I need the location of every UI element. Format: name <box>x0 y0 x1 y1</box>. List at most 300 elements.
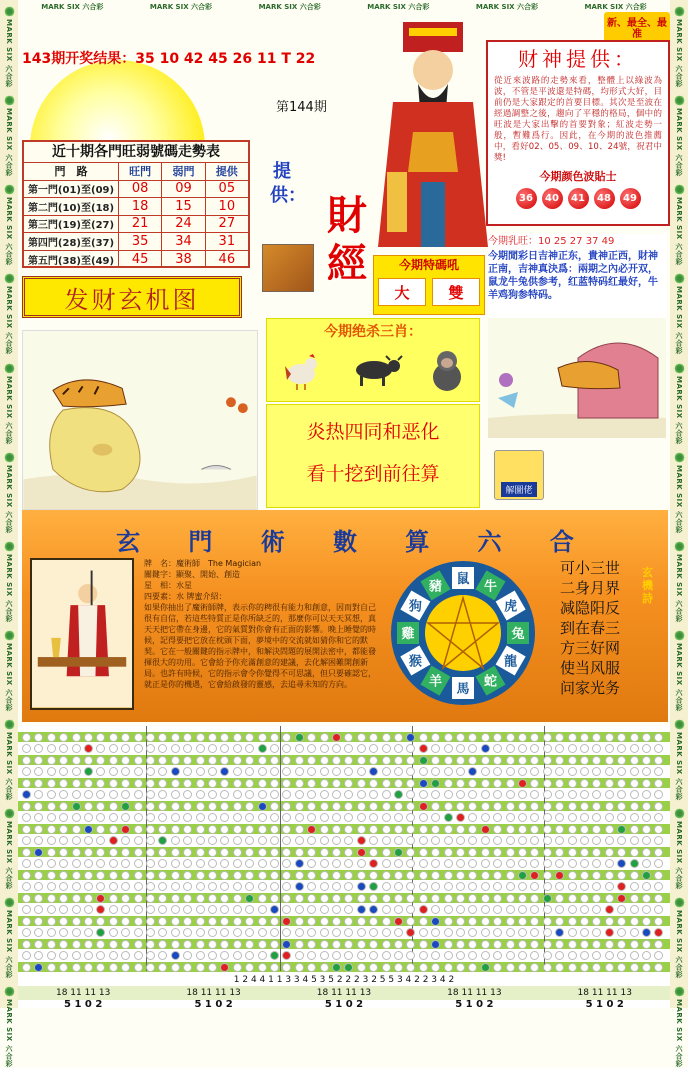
trend-table-row <box>24 198 248 216</box>
grid-dot <box>295 940 304 949</box>
brand-text: MARK SIX 六合彩 <box>5 732 13 801</box>
grid-dot <box>506 951 515 960</box>
grid-dot <box>419 871 428 880</box>
grid-dot <box>555 917 564 926</box>
brand-text: MARK SIX 六合彩 <box>675 19 683 88</box>
footer-cell: 18 11 11 13 <box>447 988 502 998</box>
grid-dot <box>171 790 180 799</box>
grid-dot <box>493 756 502 765</box>
grid-dot <box>555 802 564 811</box>
grid-dot <box>630 767 639 776</box>
brand-text: MARK SIX 六合彩 <box>367 3 430 11</box>
grid-dot <box>109 917 118 926</box>
footer-cell: 5 1 0 2 <box>585 998 624 1010</box>
grid-dot <box>468 848 477 857</box>
grid-dot <box>22 848 31 857</box>
grid-dot <box>506 779 515 788</box>
grid-dot <box>419 928 428 937</box>
grid-dot <box>642 928 651 937</box>
solve-button[interactable] <box>494 450 544 500</box>
clover-icon <box>674 363 685 374</box>
trend-value-cell: 10 <box>218 198 236 214</box>
brand-text: MARK SIX 六合彩 <box>5 286 13 355</box>
grid-dot <box>307 871 316 880</box>
grid-dot <box>47 790 56 799</box>
grid-dot <box>568 963 577 972</box>
grid-dot <box>134 802 143 811</box>
grid-dot <box>605 917 614 926</box>
grid-dot <box>444 894 453 903</box>
grid-dot <box>134 917 143 926</box>
grid-dot <box>357 905 366 914</box>
grid-dot <box>258 905 267 914</box>
grid-dot <box>344 940 353 949</box>
grid-dot <box>270 767 279 776</box>
grid-dot <box>146 871 155 880</box>
grid-dot <box>555 894 564 903</box>
grid-dot <box>146 928 155 937</box>
grid-dot <box>530 963 539 972</box>
grid-dot <box>530 917 539 926</box>
grid-dot <box>84 871 93 880</box>
grid-dot <box>233 963 242 972</box>
header-cell: 弱門 <box>162 163 205 180</box>
grid-dot <box>270 951 279 960</box>
grid-dot <box>270 963 279 972</box>
grid-dot <box>34 756 43 765</box>
grid-dot <box>258 836 267 845</box>
grid-dot <box>320 859 329 868</box>
grid-dot <box>555 940 564 949</box>
grid-dot <box>134 882 143 891</box>
grid-dot <box>468 917 477 926</box>
grid-dot <box>183 963 192 972</box>
grid-dot <box>245 940 254 949</box>
grid-dot <box>357 733 366 742</box>
grid-dot <box>481 825 490 834</box>
grid-dot <box>245 779 254 788</box>
grid-dot <box>543 917 552 926</box>
grid-dot <box>468 871 477 880</box>
grid-dot <box>96 825 105 834</box>
grid-dot <box>59 963 68 972</box>
grid-dot <box>158 756 167 765</box>
grid-dot <box>481 940 490 949</box>
banner-title-char: 六 <box>477 527 502 556</box>
grid-dot <box>220 894 229 903</box>
grid-dot <box>654 825 663 834</box>
grid-dot <box>468 825 477 834</box>
grid-dot <box>320 767 329 776</box>
grid-dot <box>233 779 242 788</box>
grid-dot <box>22 905 31 914</box>
grid-dot <box>382 813 391 822</box>
brand-mark <box>4 719 15 800</box>
brand-text: MARK SIX 六合彩 <box>5 19 13 88</box>
grid-dot <box>642 836 651 845</box>
grid-dot <box>568 882 577 891</box>
grid-dot <box>382 802 391 811</box>
grid-dot <box>171 836 180 845</box>
grid-dot <box>369 963 378 972</box>
grid-dot <box>96 871 105 880</box>
brand-text: MARK SIX 六合彩 <box>675 999 683 1068</box>
grid-dot <box>171 813 180 822</box>
grid-dot <box>580 882 589 891</box>
grid-dot <box>134 733 143 742</box>
grid-dot <box>158 848 167 857</box>
grid-dot <box>642 940 651 949</box>
grid-dot <box>481 905 490 914</box>
grid-dot <box>270 733 279 742</box>
grid-dot <box>592 871 601 880</box>
grid-dot <box>382 756 391 765</box>
brand-text: MARK SIX 六合彩 <box>5 464 13 533</box>
grid-dot <box>121 802 130 811</box>
grid-dot <box>394 779 403 788</box>
grid-dot <box>630 848 639 857</box>
grid-dot <box>481 779 490 788</box>
grid-dot <box>220 917 229 926</box>
grid-dot <box>617 848 626 857</box>
grid-dot <box>258 733 267 742</box>
grid-dot <box>394 905 403 914</box>
brand-text: MARK SIX 六合彩 <box>675 375 683 444</box>
brand-text: MARK SIX 六合彩 <box>584 3 647 11</box>
grid-dot <box>456 905 465 914</box>
grid-dot <box>171 859 180 868</box>
grid-dot <box>506 756 515 765</box>
grid-dot <box>220 779 229 788</box>
grid-dot <box>307 963 316 972</box>
grid-dot <box>518 802 527 811</box>
grid-dot <box>605 951 614 960</box>
brand-mark <box>674 95 685 176</box>
banner-title <box>22 522 668 557</box>
grid-dot <box>506 963 515 972</box>
grid-dot <box>357 813 366 822</box>
grid-dot <box>344 802 353 811</box>
brand-text: MARK SIX 六合彩 <box>675 910 683 979</box>
grid-dot <box>22 733 31 742</box>
grid-dot <box>630 928 639 937</box>
grid-dot <box>642 790 651 799</box>
grid-dot <box>444 790 453 799</box>
grid-dot <box>196 882 205 891</box>
brand-text: MARK SIX 六合彩 <box>5 910 13 979</box>
grid-dot <box>630 744 639 753</box>
brand-mark <box>674 184 685 265</box>
brand-mark <box>4 808 15 889</box>
grid-dot <box>47 894 56 903</box>
grid-dot <box>605 836 614 845</box>
grid-dot <box>357 790 366 799</box>
grid-dot <box>233 859 242 868</box>
grid-dot <box>406 733 415 742</box>
grid-dot <box>109 744 118 753</box>
grid-dot <box>568 871 577 880</box>
grid-dot <box>171 940 180 949</box>
grid-dot <box>394 894 403 903</box>
grid-dot <box>47 882 56 891</box>
color-ball: 41 <box>568 188 589 209</box>
grid-dot <box>320 802 329 811</box>
grid-dot <box>605 905 614 914</box>
grid-dot <box>605 882 614 891</box>
trend-value-cell: 35 <box>119 233 162 250</box>
grid-dot <box>506 813 515 822</box>
grid-dot <box>270 905 279 914</box>
grid-dot <box>369 756 378 765</box>
grid-dot <box>493 802 502 811</box>
brand-mark <box>674 363 685 444</box>
grid-dot <box>444 951 453 960</box>
grid-dot <box>295 779 304 788</box>
grid-dot <box>382 894 391 903</box>
grid-dot <box>34 802 43 811</box>
notice-body: 從近來波路的走勢來看，整體上以綠波為波，不管是平波還是特碼，均形式大好，目前仍是大家跟定的首要目標。其次是至波在經過調整之後，趨向了平穩的格局，個中的旺波是大家出擊的首要對象；紅波走勢一般，暫難爲行。因此，在今期的波色推薦中，看好02、05、09、10、24號，祝君中獎! <box>494 76 662 163</box>
grid-dot <box>96 802 105 811</box>
grid-dot <box>456 733 465 742</box>
grid-dot <box>320 744 329 753</box>
grid-dot <box>406 917 415 926</box>
clover-icon <box>4 184 15 195</box>
grid-dot <box>642 859 651 868</box>
grid-dot <box>506 917 515 926</box>
tiger-mouse-scene <box>488 318 666 438</box>
clover-icon <box>4 273 15 284</box>
grid-dot <box>233 894 242 903</box>
zodiac-label: 龍 <box>504 654 518 670</box>
grid-dot <box>196 744 205 753</box>
grid-dot <box>568 848 577 857</box>
brand-mark <box>674 541 685 622</box>
grid-dot <box>171 951 180 960</box>
grid-dot <box>456 871 465 880</box>
grid-dot <box>456 917 465 926</box>
grid-dot <box>468 733 477 742</box>
grid-dot <box>47 859 56 868</box>
footer-row-b <box>18 1000 670 1008</box>
zodiac-label: 豬 <box>428 579 443 595</box>
grid-dot <box>580 813 589 822</box>
grid-dot <box>357 859 366 868</box>
grid-dot <box>59 825 68 834</box>
grid-dot <box>357 779 366 788</box>
provide-label: 提供： <box>270 161 306 206</box>
grid-dot <box>419 744 428 753</box>
grid-dot <box>134 871 143 880</box>
grid-dot <box>84 928 93 937</box>
grid-dot <box>171 905 180 914</box>
grid-dot <box>332 871 341 880</box>
grid-dot <box>84 882 93 891</box>
trend-value-cell: 05 <box>218 181 236 197</box>
trend-table-row <box>24 181 248 199</box>
grid-dot <box>382 917 391 926</box>
grid-dot <box>518 813 527 822</box>
grid-dot <box>307 825 316 834</box>
grid-dot <box>59 940 68 949</box>
grid-dot <box>233 813 242 822</box>
grid-dot <box>295 767 304 776</box>
grid-dot <box>605 790 614 799</box>
grid-dot <box>568 951 577 960</box>
digit-row: 1 2 4 4 1 1 3 3 4 5 3 5 2 2 2 3 2 5 5 3 4 2 2 3 4 2 <box>233 975 455 985</box>
banner-title-char: 合 <box>549 527 574 556</box>
grid-dot <box>72 744 81 753</box>
grid-dot <box>332 928 341 937</box>
trend-value-cell: 27 <box>218 216 236 232</box>
slogan-line-1: 炎热四同和恶化 <box>306 421 440 443</box>
grid-dot <box>605 825 614 834</box>
grid-dot <box>171 848 180 857</box>
grid-dot <box>320 928 329 937</box>
grid-dot <box>258 825 267 834</box>
grid-dot <box>72 871 81 880</box>
grid-dot <box>642 963 651 972</box>
grid-dot <box>468 779 477 788</box>
grid-dot <box>580 733 589 742</box>
grid-dot <box>84 767 93 776</box>
grid-dot <box>617 756 626 765</box>
grid-dot <box>394 802 403 811</box>
grid-dot <box>196 928 205 937</box>
trend-value-cell: 09 <box>162 181 205 198</box>
grid-dot <box>72 928 81 937</box>
grid-dot <box>320 813 329 822</box>
grid-dot <box>406 756 415 765</box>
grid-dot <box>506 940 515 949</box>
grid-dot <box>506 928 515 937</box>
grid-dot <box>543 848 552 857</box>
grid-dot <box>481 802 490 811</box>
grid-dot <box>332 859 341 868</box>
grid-dot <box>332 802 341 811</box>
grid-dot <box>196 813 205 822</box>
grid-dot <box>307 733 316 742</box>
grid-dot <box>419 767 428 776</box>
grid-dot <box>568 802 577 811</box>
grid-dot <box>431 802 440 811</box>
grid-dot <box>72 963 81 972</box>
grid-dot <box>258 779 267 788</box>
grid-dot <box>493 963 502 972</box>
grid-dot <box>258 917 267 926</box>
grid-dot <box>196 859 205 868</box>
clover-icon <box>674 986 685 997</box>
grid-dot <box>109 871 118 880</box>
grid-dot <box>605 963 614 972</box>
brand-text: MARK SIX 六合彩 <box>5 642 13 711</box>
grid-dot <box>134 928 143 937</box>
grid-dot <box>431 963 440 972</box>
ox-icon <box>348 354 402 388</box>
grid-dot <box>394 848 403 857</box>
zodiac-label: 牛 <box>483 579 498 595</box>
banner-title-char: 算 <box>405 527 430 556</box>
grid-dot <box>543 963 552 972</box>
grid-divider <box>280 726 281 971</box>
grid-dot <box>258 756 267 765</box>
grid-dot <box>72 848 81 857</box>
grid-dot <box>258 882 267 891</box>
door-range-cell: 第三門(19)至(27) <box>24 216 119 233</box>
grid-dot <box>568 905 577 914</box>
grid-dot <box>555 963 564 972</box>
brand-text: MARK SIX 六合彩 <box>675 286 683 355</box>
grid-dot <box>47 848 56 857</box>
grid-dot <box>580 917 589 926</box>
grid-dot <box>270 790 279 799</box>
grid-dot <box>258 963 267 972</box>
grid-dot <box>96 963 105 972</box>
grid-dot <box>134 963 143 972</box>
grid-dot <box>369 871 378 880</box>
kill-three-box <box>266 318 480 402</box>
banner-title-char: 玄 <box>116 527 141 556</box>
grid-dot <box>654 756 663 765</box>
grid-dot <box>146 790 155 799</box>
grid-dot <box>592 802 601 811</box>
grid-dot <box>419 951 428 960</box>
grid-dot <box>642 882 651 891</box>
grid-dot <box>506 767 515 776</box>
grid-dot <box>419 917 428 926</box>
grid-dot <box>630 905 639 914</box>
grid-dot <box>605 940 614 949</box>
grid-dot <box>344 825 353 834</box>
grid-dot <box>431 940 440 949</box>
right-brand-strip <box>670 0 688 1068</box>
kill-three-title: 今期绝杀三肖： <box>324 324 422 340</box>
grid-dot <box>642 802 651 811</box>
grid-dot <box>183 917 192 926</box>
grid-dot <box>642 951 651 960</box>
grid-dot <box>518 871 527 880</box>
grid-dot <box>543 813 552 822</box>
grid-dot <box>220 871 229 880</box>
grid-dot <box>59 802 68 811</box>
grid-dot <box>121 940 130 949</box>
grid-dot <box>332 744 341 753</box>
grid-dot <box>530 779 539 788</box>
grid-dot <box>171 779 180 788</box>
top-brand-strip <box>18 0 670 14</box>
grid-dot <box>47 940 56 949</box>
grid-dot <box>506 905 515 914</box>
grid-dot <box>543 928 552 937</box>
grid-dot <box>320 917 329 926</box>
footer-cell: 5 1 0 2 <box>455 998 494 1010</box>
grid-dot <box>171 882 180 891</box>
grid-dot <box>382 790 391 799</box>
grid-dot <box>369 779 378 788</box>
grid-dot <box>456 813 465 822</box>
grid-dot <box>630 779 639 788</box>
grid-dot <box>642 756 651 765</box>
grid-dot <box>605 756 614 765</box>
trend-value-cell: 18 <box>119 198 162 215</box>
grid-dot <box>568 940 577 949</box>
left-brand-strip <box>0 0 18 1068</box>
grid-dot <box>295 963 304 972</box>
brand-mark <box>4 630 15 711</box>
grid-dot <box>270 756 279 765</box>
grid-dot <box>382 767 391 776</box>
grid-dot <box>282 779 291 788</box>
grid-dot <box>555 871 564 880</box>
